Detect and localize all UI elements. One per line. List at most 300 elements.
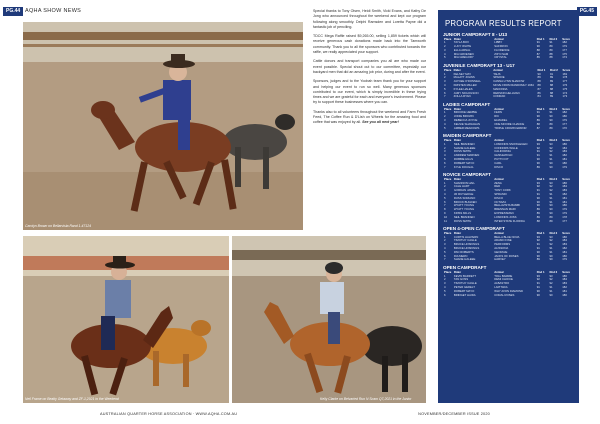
category-title: NOVICE CAMPDRAFT [443, 172, 491, 178]
table-cell-r1: 89 [536, 165, 540, 169]
table-cell-r2: 90 [549, 258, 553, 262]
table-cell-place: 10 [444, 215, 448, 219]
table-cell-score: 173 [562, 95, 568, 99]
table-cell-place: 2 [444, 185, 446, 189]
table-cell-rider: RIA MERN [453, 254, 468, 258]
table-cell-place: 7 [444, 95, 446, 99]
table-cell-r2: 90 [549, 293, 553, 297]
table-cell-rider: ROSS SMITH [453, 150, 472, 154]
table-cell-place: 6 [444, 293, 446, 297]
table-cell-r2: 89 [549, 122, 553, 126]
table-cell-rider: KRISTEN MILLER [453, 83, 477, 87]
table-cell-place: 1 [444, 142, 446, 146]
table-cell-place: 4 [444, 154, 446, 158]
table-cell-score: 182 [562, 154, 567, 158]
table-cell-r2: 91 [549, 193, 553, 196]
table-cell-rider: LUCY WHITE [453, 45, 472, 49]
table-cell-score: 182 [562, 41, 567, 45]
table-cell-score: 180 [562, 204, 567, 208]
table-cell-place: 5 [444, 56, 446, 60]
table-cell-score: 177 [562, 80, 568, 84]
column-header-r2: Rnd 2 [549, 37, 558, 41]
table-cell-animal: SPADOE [493, 76, 505, 80]
table-cell-animal: CARL [494, 161, 502, 165]
table-cell-score: 177 [562, 48, 567, 52]
table-cell-r1: 91 [536, 285, 540, 289]
column-header-score: Score [562, 37, 570, 41]
table-cell-rider: ZOLLA RYAN [453, 95, 471, 99]
results-table [443, 108, 574, 131]
table-cell-animal: SAFFRON [494, 45, 508, 49]
table-cell-place: 5 [444, 196, 446, 200]
table-cell-score: 179 [562, 119, 567, 123]
table-cell-r2: 92 [549, 243, 553, 247]
table-cell-r2: 93 [549, 274, 553, 278]
table-cell-place: 9 [444, 211, 446, 215]
table-cell-place: 7 [444, 258, 446, 262]
column-header-r2: Rnd 2 [549, 231, 558, 235]
table-cell-rider: RUSS SORIANO [453, 196, 476, 200]
table-cell-animal: LIBBY [494, 41, 503, 45]
table-cell-rider: SHANE HALEEE [453, 146, 476, 150]
column-header-rider: Rider [453, 68, 461, 72]
table-cell-animal: GIZZLEWOLD [494, 154, 513, 158]
table-cell-place: 6 [444, 91, 446, 95]
column-header-place: Place [444, 177, 452, 181]
article-paragraph: Sponsors, judges and to the Yoobah team thank you for your support and helping our event to run so well. Many generous sponsors contributed to our event, which is simply incredible in these trying times and we are grateful for each and everyone's involvement. Please try to support these businesses where you can. [313, 79, 426, 105]
table-cell-r1: 89 [536, 258, 540, 262]
table-cell-rider: CURTIS HALPERN [453, 235, 479, 239]
column-header-score: Score [562, 107, 570, 111]
table-cell-r1: 90 [536, 115, 540, 119]
table-cell-score: 179 [562, 45, 567, 49]
table-cell-r1: 92 [536, 146, 540, 150]
table-cell-r1: 92 [536, 185, 540, 189]
table-cell-place: 7 [444, 165, 446, 169]
column-header-rider: Rider [453, 231, 462, 235]
table-cell-rider: KYLE DOUGAL [453, 165, 474, 169]
column-header-animal: Animal [494, 37, 504, 41]
column-header-r1: Rnd 1 [536, 231, 545, 235]
table-row [443, 220, 574, 224]
table-cell-score: 186 [562, 274, 567, 278]
table-cell-animal: SPRANDI [494, 193, 507, 196]
table-cell-animal: TAHS [493, 72, 501, 76]
table-cell-r1: 90 [536, 204, 540, 208]
table-cell-score: 175 [562, 52, 567, 56]
table-cell-place: 6 [444, 200, 446, 204]
table-cell-r1: 89 [536, 215, 540, 219]
table-cell-place: 2 [444, 45, 446, 49]
results-title: PROGRAM RESULTS REPORT [445, 19, 562, 28]
table-cell-animal: MOVE FROM RANDOMLY 1964 [493, 83, 534, 87]
column-header-r2: Rnd 2 [549, 270, 558, 274]
table-cell-animal: FLORENCE [494, 48, 510, 52]
column-header-animal: Animal [494, 138, 504, 142]
results-table [443, 232, 574, 262]
table-cell-r1: 91 [536, 41, 540, 45]
column-header-score: Score [562, 177, 570, 181]
table-cell-r1: 91 [536, 154, 540, 158]
table-cell-r2: 89 [549, 80, 554, 84]
table-cell-r2: 90 [549, 211, 553, 215]
table-cell-score: 179 [562, 258, 567, 262]
table-cell-r1: 90 [536, 293, 540, 297]
article-paragraph: Cattle donors and transport companies you all are who made our event possible. Special shout out to our committee, especially our backyard men that did an amazing job prior, during and after the event. [313, 59, 426, 74]
table-cell-r2: 89 [549, 95, 554, 99]
table-cell-r1: 92 [536, 239, 540, 243]
table-cell-animal: TONY CORK [494, 189, 511, 193]
table-cell-r1: 88 [537, 83, 541, 87]
table-cell-rider: BRIDGET HAIDA [453, 293, 476, 297]
column-header-place: Place [444, 107, 452, 111]
column-header-r1: Rnd 1 [536, 37, 545, 41]
table-cell-place: 1 [444, 111, 446, 115]
table-cell-r2: 90 [549, 254, 553, 258]
table-cell-animal: FERN [494, 111, 502, 115]
column-header-animal: Animal [494, 177, 504, 181]
table-cell-animal: MADONNA [493, 87, 508, 91]
footer-issue: NOVEMBER/DECEMBER ISSUE 2020 [418, 412, 490, 416]
column-header-r2: Rnd 2 [549, 177, 558, 181]
table-row [443, 294, 574, 298]
results-table [443, 38, 574, 61]
column-header-score: Score [562, 68, 571, 72]
table-cell-rider: KELSIE SHANAHAN [453, 122, 481, 126]
table-cell-r1: 93 [536, 274, 540, 278]
table-cell-r1: 89 [536, 208, 540, 212]
table-cell-r1: 90 [536, 200, 540, 204]
table-cell-place: 1 [444, 41, 446, 45]
table-cell-place: 3 [444, 282, 446, 286]
category-title: LADIES CAMPDRAFT [443, 102, 491, 108]
table-cell-animal: JACKS OF ROSES [494, 254, 519, 258]
table-cell-score: 180 [562, 161, 567, 165]
table-cell-animal: GEORGIE [494, 250, 508, 254]
table-cell-score: 179 [562, 208, 567, 212]
column-header-r1: Rnd 1 [537, 68, 546, 72]
table-cell-rider: BROCK BUGDEN [453, 200, 477, 204]
table-cell-r2: 91 [549, 157, 553, 161]
page-number-left: PG.44 [3, 7, 23, 16]
table-cell-animal: DEMI CHOICE [494, 278, 513, 282]
table-cell-r1: 89 [536, 119, 540, 123]
table-cell-rider: WYATT YOUNG [453, 208, 475, 212]
table-cell-score: 183 [562, 150, 567, 154]
table-cell-score: 186 [562, 142, 567, 146]
article-paragraph: TDCC Mega Raffle raised $9,265.00, selling 1,859 tickets which will receive generous cash donations made back into the Tamworth community. Thank you to all the sponsors who contributed towards the raffle, we really appreciated your support. [313, 34, 426, 55]
column-header-animal: Animal [494, 270, 504, 274]
table-cell-r2: 89 [549, 215, 553, 219]
table-cell-r1: 88 [536, 122, 540, 126]
table-cell-r1: 91 [536, 282, 540, 286]
table-cell-r1: 91 [536, 193, 540, 196]
table-cell-score: 181 [562, 200, 567, 204]
table-cell-rider: TAYLA BOX [453, 41, 469, 45]
column-header-rider: Rider [453, 177, 462, 181]
table-cell-animal: CRYSTAL [494, 56, 507, 60]
table-cell-rider: NEIL BRANDEN [453, 215, 475, 219]
table-cell-r1: 91 [536, 189, 540, 193]
results-table [443, 178, 574, 224]
table-cell-rider: TAN GOSS [453, 278, 469, 282]
table-cell-r1: 92 [536, 278, 540, 282]
table-cell-score: 180 [562, 115, 567, 119]
table-cell-r1: 90 [536, 157, 540, 161]
table-cell-r2: 88 [549, 91, 554, 95]
table-cell-r2: 88 [549, 87, 554, 91]
table-cell-rider: WYATT YOUNG [453, 204, 475, 208]
table-cell-animal: PERFORMS [494, 243, 511, 247]
table-cell-score: 179 [562, 165, 567, 169]
table-cell-animal: ONE MOORE CHANCE [494, 122, 525, 126]
category-title: OPEN 4-OPEN CAMPDRAFT [443, 226, 505, 232]
column-header-r2: Rnd 2 [549, 107, 558, 111]
table-cell-animal: HARVEY [494, 258, 506, 262]
table-cell-r1: 89 [537, 76, 541, 80]
table-cell-r1: 90 [536, 196, 540, 200]
table-cell-animal: ZENA [494, 181, 502, 185]
table-cell-r2: 91 [549, 285, 553, 289]
table-cell-animal: LAPITADA [494, 285, 508, 289]
table-cell-r2: 91 [549, 72, 554, 76]
table-cell-animal: CONRAD [493, 95, 506, 99]
table-cell-r1: 90 [537, 72, 541, 76]
results-panel [438, 10, 579, 403]
table-cell-animal: LOMONDS SNOWLEGEN [494, 142, 528, 146]
table-cell-score: 181 [562, 72, 568, 76]
column-header-rider: Rider [453, 270, 462, 274]
table-cell-r2: 92 [549, 278, 553, 282]
table-cell-r2: 90 [549, 161, 553, 165]
table-cell-score: 174 [562, 91, 568, 95]
table-cell-rider: KRISS MILLS [453, 211, 472, 215]
table-cell-score: 183 [562, 282, 567, 286]
table-cell-r2: 88 [549, 56, 553, 60]
photo-caption-2: Neil Frame on Beatty Getaway and ZF-1,2021 in the Weekend [25, 397, 119, 401]
category-title: OPEN CAMPDRAFT [443, 265, 487, 271]
table-cell-rider: JAYCEE O'DONNELL [453, 80, 482, 84]
table-cell-rider: ELLA ARNAL [453, 48, 471, 52]
table-cell-place: 5 [444, 157, 446, 161]
table-cell-r2: 89 [549, 219, 553, 223]
table-cell-r1: 86 [537, 91, 541, 95]
table-cell-r2: 89 [549, 45, 553, 49]
table-cell-animal: OCTAVIA [494, 200, 507, 204]
category-title: JUVENILE CAMPDRAFT 13 - U17 [443, 63, 515, 69]
column-header-r1: Rnd 1 [536, 270, 545, 274]
table-cell-animal: ADAMO FINE [494, 239, 512, 243]
table-cell-score: 184 [562, 239, 567, 243]
table-cell-place: 7 [444, 204, 446, 208]
table-cell-r2: 88 [549, 83, 554, 87]
table-cell-rider: BROOKE HERBIE [453, 111, 478, 115]
table-cell-r1: 90 [536, 289, 540, 293]
results-body [443, 32, 574, 297]
table-cell-r1: 90 [536, 254, 540, 258]
page-number-right: PG.45 [577, 7, 597, 16]
table-cell-r1: 88 [537, 80, 541, 84]
table-cell-place: 4 [444, 122, 446, 126]
table-cell-r2: 90 [549, 204, 553, 208]
table-cell-r2: 93 [549, 235, 553, 239]
table-cell-place: 11 [444, 219, 447, 223]
table-row [443, 56, 574, 60]
table-cell-r2: 90 [549, 208, 553, 212]
table-cell-animal: BELLA BLUE NOVA [494, 235, 520, 239]
table-cell-rider: KELSEY MAY [453, 72, 472, 76]
table-cell-r1: 89 [536, 211, 540, 215]
results-table [443, 69, 574, 99]
table-cell-score: 184 [562, 185, 567, 189]
table-cell-animal: LOMONDS JOSS [494, 215, 517, 219]
table-cell-rider: SHANNON HAIL [453, 181, 475, 185]
table-cell-place: 3 [444, 80, 446, 84]
table-cell-score: 182 [562, 285, 567, 289]
table-cell-score: 180 [562, 293, 567, 297]
table-cell-animal: EXPRESSMAN [494, 211, 514, 215]
table-cell-r2: 92 [549, 185, 553, 189]
table-row [443, 166, 574, 170]
table-cell-rider: MIA GREGORY [453, 56, 474, 60]
column-header-animal: Animal [493, 68, 503, 72]
table-cell-rider: MALATT JOHNS [453, 76, 475, 80]
table-cell-place: 1 [444, 274, 446, 278]
table-cell-r2: 92 [549, 189, 553, 193]
table-cell-place: 5 [444, 87, 446, 91]
column-header-place: Place [444, 231, 452, 235]
table-cell-place: 3 [444, 150, 446, 154]
table-cell-place: 3 [444, 48, 446, 52]
table-cell-score: 186 [562, 235, 567, 239]
table-cell-r2: 88 [549, 52, 553, 56]
table-cell-place: 6 [444, 161, 446, 165]
table-cell-r1: 87 [536, 126, 540, 130]
table-cell-r1: 91 [536, 111, 540, 115]
table-cell-rider: JR RUTLEDGE [453, 193, 474, 196]
table-cell-r2: 92 [549, 146, 553, 150]
table-cell-animal: ALISSONA [494, 247, 509, 251]
table-cell-rider: ANDREW MARNEN [453, 154, 480, 158]
category-title: JUNIOR CAMPDRAFT 8 - U13 [443, 32, 508, 37]
table-cell-r1: 90 [536, 45, 540, 49]
results-table [443, 271, 574, 298]
column-header-r1: Rnd 1 [536, 138, 545, 142]
table-cell-animal: PUTTO FIT [494, 157, 509, 161]
table-cell-score: 178 [562, 215, 567, 219]
table-cell-rider: ROBBIE HILLS [453, 157, 474, 161]
table-cell-score: 183 [562, 243, 567, 247]
photo-caption-3: Kelly Clarke on Belvaried Run N Scam Q7,2021 in the Junior [320, 397, 412, 401]
article-paragraph: Special thanks to Tony Olsen, Heidi Smith, Vicki Evans, and Kathy De Jong who announced throughout the weekend and kept our program following along smoothly. Delphi Ramsden and Loretta Payne did a fantastic job of penciling. [313, 9, 426, 29]
table-cell-r2: 93 [549, 142, 553, 146]
table-row [443, 127, 574, 131]
table-cell-r1: 91 [536, 150, 540, 154]
table-cell-animal: DISCO [494, 196, 504, 200]
article-closing: Thanks also to all volunteers throughout the weekend and Farm Fresh Feed, The Coffee Run & D'Lish on Wheels for the amazing food and coffee that was enjoyed by all. [313, 109, 426, 125]
table-cell-place: 2 [444, 146, 446, 150]
table-cell-score: 181 [562, 289, 567, 293]
column-header-r2: Rnd 2 [549, 68, 558, 72]
table-cell-rider: MIA GROENEN [453, 52, 474, 56]
table-cell-r1: 93 [536, 181, 540, 185]
photo-caption-1: Carolyn Brown on Bellarvista Rand 1-47124 [25, 224, 91, 228]
table-cell-r2: 91 [549, 41, 553, 45]
table-cell-animal: CORAL ROSES [494, 293, 515, 297]
table-cell-animal: ZIP N SAM [494, 52, 509, 56]
table-cell-r2: 91 [549, 250, 553, 254]
table-cell-r2: 91 [549, 111, 553, 115]
table-cell-score: 182 [562, 111, 567, 115]
table-cell-rider: TIMOTHY CAGLE [453, 282, 477, 286]
table-cell-animal: INTER STATE FLORIDA [494, 219, 525, 223]
table-cell-r2: 90 [549, 119, 553, 123]
column-header-r1: Rnd 1 [536, 107, 545, 111]
table-cell-place: 5 [444, 126, 446, 130]
table-cell-r2: 91 [549, 289, 553, 293]
column-header-place: Place [444, 270, 452, 274]
section-title: AQHA SHOW NEWS [25, 8, 82, 14]
table-cell-r2: 91 [549, 247, 553, 251]
table-cell-animal: TOLL BARRIE [494, 274, 513, 278]
table-cell-place: 8 [444, 208, 446, 212]
table-cell-rider: BRUCE HOSKINGS [453, 243, 480, 247]
table-cell-score: 176 [562, 83, 568, 87]
column-header-score: Score [562, 138, 570, 142]
table-cell-animal: CANNA LYNN SHADOW [493, 80, 525, 84]
table-cell-rider: ROSS SMITH [453, 219, 472, 223]
table-cell-animal: REDSKIN HELLMAN [493, 91, 520, 95]
table-cell-animal: RIC [494, 115, 500, 119]
table-cell-rider: ROBERT MAYO [453, 289, 475, 293]
article-signoff: See you all next year! [362, 120, 399, 125]
table-cell-r1: 91 [536, 247, 540, 251]
table-cell-place: 4 [444, 285, 446, 289]
table-cell-rider: PAN ROBERTS [453, 250, 474, 254]
table-cell-r2: 89 [549, 76, 554, 80]
table-cell-place: 3 [444, 119, 446, 123]
table-cell-rider: NEIL BRANDEN [453, 142, 475, 146]
table-cell-r2: 92 [549, 282, 553, 286]
table-cell-r2: 93 [549, 181, 553, 185]
table-cell-rider: CALE HART [453, 185, 470, 189]
table-cell-score: 175 [562, 87, 568, 91]
column-header-score: Score [562, 270, 570, 274]
table-cell-rider: GORDAN JAMAL [453, 189, 476, 193]
table-cell-rider: KEVIN BARRETT [453, 274, 477, 278]
table-cell-r2: 92 [549, 239, 553, 243]
table-cell-place: 1 [444, 181, 446, 185]
table-cell-r1: 87 [536, 52, 540, 56]
column-header-place: Place [444, 68, 452, 72]
table-cell-score: 173 [562, 56, 567, 60]
table-cell-r2: 89 [549, 48, 553, 52]
table-cell-rider: ROBERT MAYO [453, 161, 475, 165]
photo-kelly-clarke [232, 236, 426, 403]
table-cell-score: 183 [562, 189, 567, 193]
table-cell-rider: REBECCA JOYCE [453, 119, 478, 123]
table-cell-rider: PETER GERELT [453, 285, 475, 289]
table-cell-place: 4 [444, 193, 446, 196]
table-cell-score: 180 [562, 254, 567, 258]
table-cell-animal: RED [494, 185, 501, 189]
table-cell-place: 2 [444, 278, 446, 282]
article-body [313, 9, 426, 130]
column-header-animal: Animal [494, 107, 504, 111]
table-cell-r1: 88 [536, 48, 540, 52]
table-cell-rider: SHANE HALEEE [453, 258, 476, 262]
table-cell-r2: 92 [549, 150, 553, 154]
